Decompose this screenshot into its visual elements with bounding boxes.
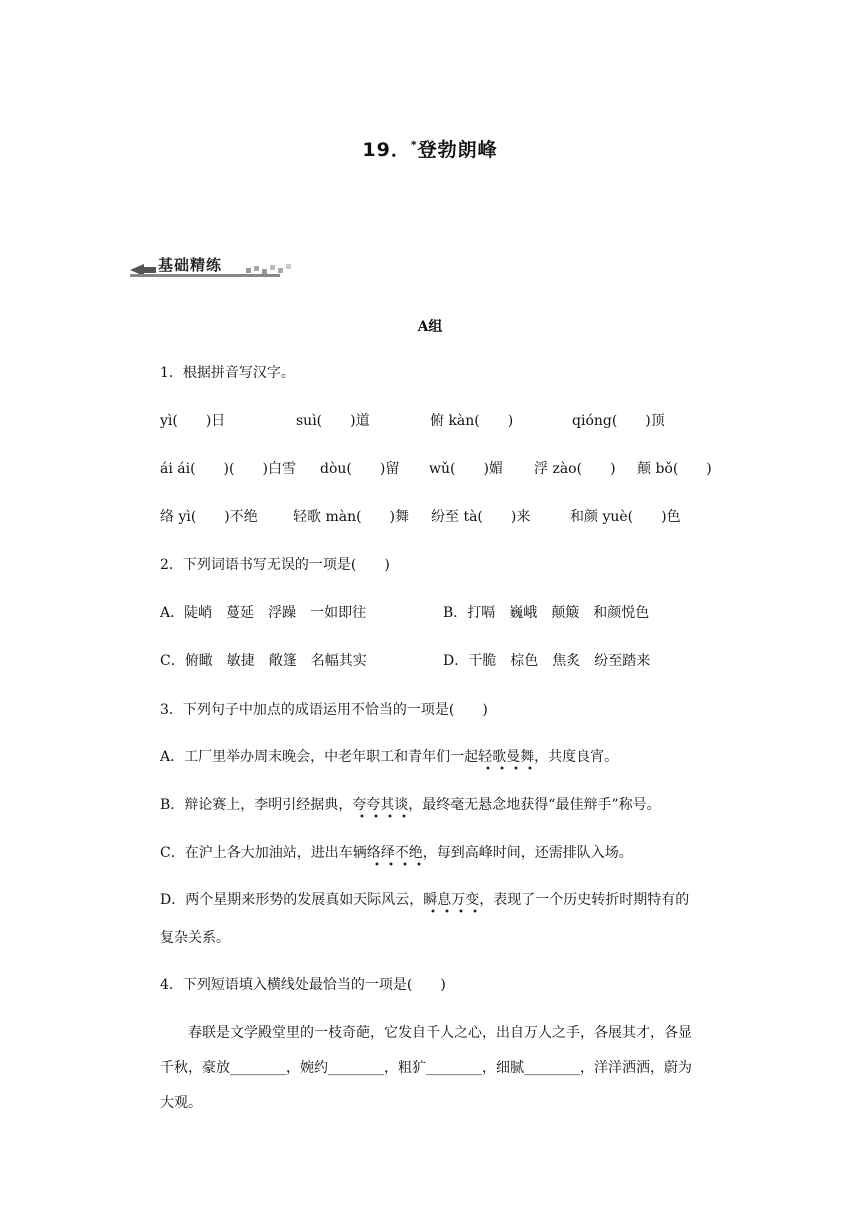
q3-stem: 3．下列句子中加点的成语运用不恰当的一项是( ) bbox=[160, 702, 488, 718]
pinyin-item: ái ái( )( )白雪 bbox=[160, 461, 296, 477]
banner-label: 基础精练 bbox=[158, 256, 223, 274]
option-text: ，表现了一个历史转折时期特有的 bbox=[479, 892, 690, 908]
q3-option-d bbox=[160, 890, 689, 910]
q4-stem: 4．下列短语填入横线处最恰当的一项是( ) bbox=[160, 977, 446, 993]
group-label: A组 bbox=[417, 319, 443, 335]
q4-passage-line: 千秋，豪放________，婉约________，粗犷________，细腻________，洋洋洒洒，蔚为 bbox=[160, 1060, 692, 1076]
pinyin-item: wǔ( )媚 bbox=[429, 461, 503, 477]
option-text: C．在沪上各大加油站，进出车辆 bbox=[160, 845, 367, 861]
pinyin-item: 纷至 tà( )来 bbox=[431, 509, 531, 525]
pinyin-item: 颠 bǒ( ) bbox=[637, 461, 712, 477]
section-banner bbox=[128, 250, 298, 280]
q3-option-b bbox=[160, 795, 661, 815]
q2-option-d: D．干脆 棕色 焦炙 纷至踏来 bbox=[443, 653, 651, 669]
page-title bbox=[0, 135, 860, 162]
q3-option-c bbox=[160, 843, 633, 863]
dotted-idiom: 夸夸其谈 bbox=[352, 797, 408, 818]
pinyin-item: dòu( )留 bbox=[320, 461, 400, 477]
lesson-name: 登勃朗峰 bbox=[417, 139, 498, 161]
pinyin-item: 和颜 yuè( )色 bbox=[570, 509, 681, 525]
lesson-number: 19． bbox=[362, 139, 411, 161]
q4-passage-line: 大观。 bbox=[160, 1095, 202, 1111]
dotted-idiom: 络绎不绝 bbox=[367, 845, 423, 866]
option-text: A．工厂里举办周末晚会，中老年职工和青年们一起 bbox=[160, 749, 479, 765]
q4-passage-line: 春联是文学殿堂里的一枝奇葩，它发自千人之心，出自万人之手，各展其才，各显 bbox=[188, 1025, 692, 1041]
option-text: B．辩论赛上，李明引经据典， bbox=[160, 797, 353, 813]
option-text: D．两个星期来形势的发展真如天际风云， bbox=[160, 892, 424, 908]
q2-option-a: A．陡峭 蔓延 浮躁 一如即往 bbox=[160, 605, 367, 621]
q1-stem: 1．根据拼音写汉字。 bbox=[160, 365, 295, 381]
pinyin-item: suì( )道 bbox=[296, 413, 370, 429]
q3-option-d-continued: 复杂关系。 bbox=[160, 930, 230, 946]
option-text: ，共度良宵。 bbox=[534, 749, 619, 765]
dotted-idiom: 轻歌曼舞 bbox=[478, 749, 534, 770]
pinyin-item: 浮 zào( ) bbox=[534, 461, 616, 477]
pinyin-item: 络 yì( )不绝 bbox=[160, 509, 258, 525]
q2-option-b: B．打嗝 巍峨 颠簸 和颜悦色 bbox=[443, 605, 650, 621]
pinyin-item: yì( )日 bbox=[160, 413, 226, 429]
q3-option-a bbox=[160, 747, 618, 767]
pinyin-item: 轻歌 màn( )舞 bbox=[293, 509, 410, 525]
pinyin-item: 俯 kàn( ) bbox=[430, 413, 514, 429]
q2-option-c: C．俯瞰 敏捷 敞篷 名幅其实 bbox=[160, 653, 367, 669]
option-text: ，每到高峰时间，还需排队入场。 bbox=[422, 845, 633, 861]
optional-mark: * bbox=[410, 138, 418, 152]
option-text: ，最终毫无悬念地获得“最佳辩手”称号。 bbox=[408, 797, 661, 813]
pinyin-item: qióng( )顶 bbox=[572, 413, 665, 429]
dotted-idiom: 瞬息万变 bbox=[423, 892, 479, 913]
q2-stem: 2．下列词语书写无误的一项是( ) bbox=[160, 557, 390, 573]
